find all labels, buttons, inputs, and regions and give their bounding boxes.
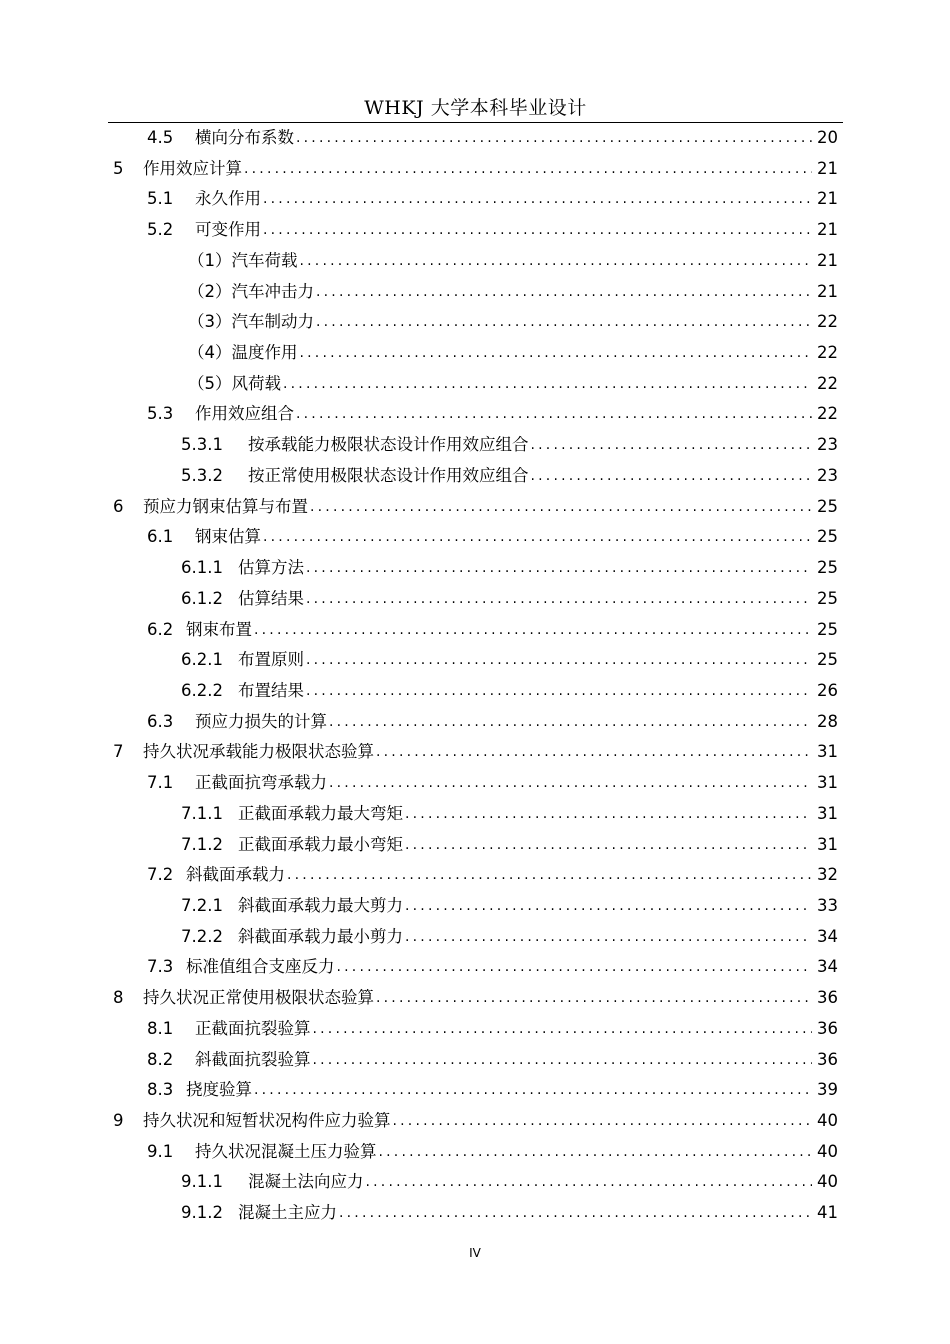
- toc-entry-title: 按正常使用极限状态设计作用效应组合: [248, 465, 529, 485]
- toc-entry-page: 34: [817, 926, 838, 946]
- toc-entry[interactable]: [181, 554, 838, 582]
- toc-entry-title: 正截面抗弯承载力: [195, 773, 327, 793]
- toc-entry-page: 21: [817, 158, 838, 178]
- toc-entry-number: 9.1: [147, 1141, 174, 1161]
- toc-entry-title: 预应力损失的计算: [195, 711, 327, 731]
- toc-entry-number: 7: [113, 742, 124, 762]
- toc-leader-dots: [263, 216, 812, 244]
- toc-leader-dots: [405, 800, 812, 828]
- toc-entry-number: 9.1.1: [181, 1172, 223, 1192]
- header-title: WHKJ 大学本科毕业设计: [364, 97, 587, 119]
- toc-entry-title: 混凝土法向应力: [248, 1172, 364, 1192]
- toc-entry-page: 20: [817, 128, 838, 147]
- toc-entry-page: 28: [817, 711, 838, 731]
- toc-entry-page: 36: [817, 1049, 838, 1069]
- toc-entry-title: 估算方法: [238, 558, 304, 578]
- toc-leader-dots: [337, 953, 813, 981]
- toc-entry-page: 39: [817, 1080, 838, 1100]
- toc-entry-page: 33: [817, 896, 838, 915]
- toc-entry-number: 4.5: [147, 128, 174, 147]
- toc-leader-dots: [306, 554, 812, 582]
- toc-entry-title: 布置结果: [238, 680, 304, 700]
- toc-leader-dots: [329, 708, 812, 736]
- toc-leader-dots: [329, 769, 812, 797]
- toc-entry-number: 7.2: [147, 865, 174, 885]
- toc-leader-dots: [300, 339, 813, 367]
- toc-entry-number: 6.3: [147, 711, 174, 731]
- toc-entry-number: 6.1.1: [181, 558, 223, 578]
- toc-entry[interactable]: [113, 493, 838, 521]
- toc-entry[interactable]: [147, 616, 838, 644]
- toc-leader-dots: [405, 831, 812, 859]
- toc-entry[interactable]: [147, 1046, 838, 1074]
- page-header: [108, 94, 843, 123]
- toc-entry-title: （1）汽车荷载: [188, 250, 298, 270]
- toc-entry-page: 40: [817, 1172, 838, 1192]
- toc-entry-title: 布置原则: [238, 650, 304, 670]
- toc-leader-dots: [263, 523, 812, 551]
- toc-entry[interactable]: [147, 861, 838, 889]
- toc-entry-title: 挠度验算: [186, 1080, 252, 1100]
- toc-entry-number: 5.3.2: [181, 465, 223, 485]
- toc-entry[interactable]: [147, 185, 838, 213]
- toc-entry-number: 6.1.2: [181, 588, 223, 608]
- toc-entry-number: 7.1.1: [181, 803, 223, 823]
- toc-entry[interactable]: [181, 1168, 838, 1196]
- toc-entry-page: 22: [817, 312, 838, 332]
- toc-entry-page: 40: [817, 1141, 838, 1161]
- toc-entry-page: 41: [817, 1203, 838, 1223]
- toc-entry-page: 31: [817, 742, 838, 762]
- toc-leader-dots: [531, 462, 813, 490]
- page-number: IV: [469, 1246, 481, 1260]
- toc-entry-number: 8.1: [147, 1018, 174, 1038]
- toc-entry[interactable]: [188, 247, 838, 275]
- toc-entry-title: 斜截面抗裂验算: [195, 1049, 311, 1069]
- toc-entry-title: 永久作用: [195, 189, 261, 209]
- toc-leader-dots: [306, 677, 812, 705]
- toc-entry-page: 25: [817, 588, 838, 608]
- toc-entry-page: 31: [817, 834, 838, 854]
- toc-entry[interactable]: [181, 800, 838, 828]
- toc-entry-number: 8: [113, 988, 124, 1008]
- toc-entry[interactable]: [147, 400, 838, 428]
- toc-leader-dots: [313, 1046, 813, 1074]
- toc-entry-page: 25: [817, 650, 838, 670]
- toc-entry[interactable]: [113, 984, 838, 1012]
- toc-entry-title: 持久状况和短暂状况构件应力验算: [143, 1111, 391, 1131]
- toc-entry-number: 6.2.2: [181, 680, 223, 700]
- toc-entry[interactable]: [147, 1015, 838, 1043]
- toc-leader-dots: [366, 1168, 813, 1196]
- toc-entry[interactable]: [147, 1138, 838, 1166]
- toc-entry[interactable]: [181, 677, 838, 705]
- toc-entry-number: 7.1.2: [181, 834, 223, 854]
- toc-entry-page: 25: [817, 496, 838, 516]
- toc-entry-number: 5.3.1: [181, 435, 223, 455]
- toc-entry-title: 钢束估算: [195, 527, 261, 547]
- toc-entry-number: 5.1: [147, 189, 174, 209]
- toc-entry[interactable]: [188, 339, 838, 367]
- toc-entry-title: 作用效应组合: [195, 404, 294, 424]
- toc-entry[interactable]: [113, 738, 838, 766]
- toc-leader-dots: [254, 616, 812, 644]
- toc-entry[interactable]: [113, 1107, 838, 1135]
- toc-leader-dots: [244, 155, 812, 183]
- toc-leader-dots: [283, 370, 812, 398]
- toc-entry-page: 22: [817, 404, 838, 424]
- toc-entry-page: 31: [817, 773, 838, 793]
- toc-entry-number: 6: [113, 496, 124, 516]
- toc-entry[interactable]: [181, 1199, 838, 1227]
- toc-entry-page: 26: [817, 680, 838, 700]
- toc-entry[interactable]: [181, 431, 838, 459]
- toc-entry-title: 斜截面承载力最小剪力: [238, 926, 403, 946]
- toc-entry[interactable]: [181, 646, 838, 674]
- toc-entry-number: 8.3: [147, 1080, 174, 1100]
- toc-entry-number: 7.2.2: [181, 926, 223, 946]
- toc-entry-title: 持久状况正常使用极限状态验算: [143, 988, 374, 1008]
- toc-entry-number: 7.1: [147, 773, 174, 793]
- toc-entry-number: 6.1: [147, 527, 174, 547]
- toc-entry[interactable]: [181, 462, 838, 490]
- toc-entry[interactable]: [147, 124, 838, 152]
- toc-entry-title: 估算结果: [238, 588, 304, 608]
- toc-entry-page: 23: [817, 465, 838, 485]
- toc-leader-dots: [531, 431, 813, 459]
- toc-leader-dots: [376, 738, 812, 766]
- toc-entry-title: （3）汽车制动力: [188, 312, 314, 332]
- toc-entry-title: 作用效应计算: [143, 158, 242, 178]
- toc-leader-dots: [313, 1015, 813, 1043]
- toc-entry-number: 5.2: [147, 220, 174, 240]
- toc-leader-dots: [296, 400, 812, 428]
- toc-entry[interactable]: [181, 831, 838, 859]
- toc-entry-title: 钢束布置: [186, 619, 252, 639]
- toc-entry-title: 按承载能力极限状态设计作用效应组合: [248, 435, 529, 455]
- toc-entry-title: （2）汽车冲击力: [188, 281, 314, 301]
- toc-entry-number: 8.2: [147, 1049, 174, 1069]
- toc-entry-page: 34: [817, 957, 838, 977]
- toc-entry[interactable]: [147, 1076, 838, 1104]
- toc-entry-number: 5.3: [147, 404, 174, 424]
- toc-leader-dots: [296, 124, 812, 152]
- toc-leader-dots: [310, 493, 812, 521]
- toc-leader-dots: [306, 646, 812, 674]
- toc-entry[interactable]: [181, 585, 838, 613]
- toc-entry-title: 正截面承载力最大弯矩: [238, 803, 403, 823]
- toc-leader-dots: [316, 278, 812, 306]
- toc-entry-title: （4）温度作用: [188, 343, 298, 363]
- toc-entry-title: 斜截面承载力最大剪力: [238, 896, 403, 915]
- toc-entry[interactable]: [181, 923, 838, 951]
- toc-entry-title: （5）风荷载: [188, 373, 281, 393]
- toc-entry[interactable]: [147, 216, 838, 244]
- toc-entry[interactable]: [147, 769, 838, 797]
- toc-entry[interactable]: [188, 278, 838, 306]
- toc-entry[interactable]: [147, 708, 838, 736]
- toc-entry-number: 6.2: [147, 619, 174, 639]
- toc-entry-page: 25: [817, 619, 838, 639]
- toc-entry-page: 21: [817, 281, 838, 301]
- toc-entry[interactable]: [147, 523, 838, 551]
- toc-entry-title: 横向分布系数: [195, 128, 294, 147]
- toc-entry-title: 混凝土主应力: [238, 1203, 337, 1223]
- toc-leader-dots: [316, 308, 812, 336]
- toc-entry-title: 可变作用: [195, 220, 261, 240]
- toc-entry-number: 6.2.1: [181, 650, 223, 670]
- toc-entry-number: 7.3: [147, 957, 174, 977]
- toc-entry[interactable]: [188, 308, 838, 336]
- toc-entry-page: 23: [817, 435, 838, 455]
- toc-entry-title: 正截面抗裂验算: [195, 1018, 311, 1038]
- toc-entry-title: 斜截面承载力: [186, 865, 285, 885]
- toc-entry-page: 22: [817, 373, 838, 393]
- toc-entry-page: 40: [817, 1111, 838, 1131]
- toc-entry-page: 36: [817, 988, 838, 1008]
- toc-leader-dots: [405, 923, 812, 951]
- toc-entry-number: 7.2.1: [181, 896, 223, 915]
- toc-leader-dots: [339, 1199, 812, 1227]
- toc-entry-page: 25: [817, 558, 838, 578]
- toc-entry-title: 持久状况混凝土压力验算: [195, 1141, 377, 1161]
- toc-leader-dots: [300, 247, 813, 275]
- toc-entry-page: 25: [817, 527, 838, 547]
- toc-entry-page: 32: [817, 865, 838, 885]
- toc-entry-page: 31: [817, 803, 838, 823]
- toc-leader-dots: [306, 585, 812, 613]
- toc-entry[interactable]: [181, 892, 838, 920]
- toc-entry-title: 正截面承载力最小弯矩: [238, 834, 403, 854]
- toc-leader-dots: [379, 1138, 813, 1166]
- toc-entry-number: 9: [113, 1111, 124, 1131]
- toc-leader-dots: [263, 185, 812, 213]
- toc-entry-number: 5: [113, 158, 124, 178]
- toc-entry-page: 36: [817, 1018, 838, 1038]
- toc-entry-title: 预应力钢束估算与布置: [143, 496, 308, 516]
- toc-entry-number: 9.1.2: [181, 1203, 223, 1223]
- toc-entry[interactable]: [188, 370, 838, 398]
- toc-entry-title: 持久状况承载能力极限状态验算: [143, 742, 374, 762]
- toc-leader-dots: [393, 1107, 813, 1135]
- toc-leader-dots: [405, 892, 812, 920]
- toc-entry-page: 21: [817, 189, 838, 209]
- toc-leader-dots: [376, 984, 812, 1012]
- toc-leader-dots: [254, 1076, 812, 1104]
- toc-entry-page: 21: [817, 220, 838, 240]
- toc-entry-page: 22: [817, 343, 838, 363]
- toc-entry[interactable]: [147, 953, 838, 981]
- toc-entry[interactable]: [113, 155, 838, 183]
- toc-entry-page: 21: [817, 250, 838, 270]
- toc-entry-title: 标准值组合支座反力: [186, 957, 335, 977]
- toc-leader-dots: [287, 861, 812, 889]
